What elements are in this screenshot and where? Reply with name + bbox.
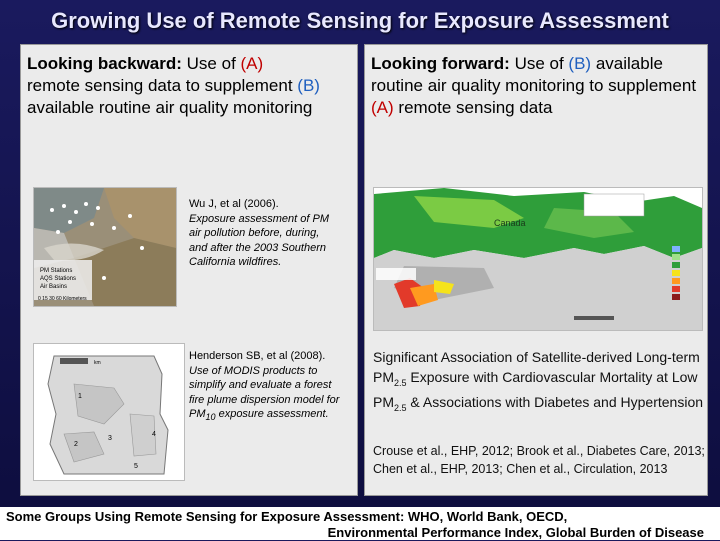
left-panel — [20, 44, 358, 496]
plume-author: Henderson SB, et al (2008). — [189, 350, 326, 362]
wildfire-caption — [189, 197, 339, 270]
legend-air-basins: Air Basins — [40, 284, 68, 290]
left-heading-bold: Looking backward: — [27, 54, 182, 73]
right-heading-post: remote sensing data — [398, 98, 553, 117]
canada-pm-map — [373, 187, 703, 331]
finding-line-1: Significant Association of Satellite-derived Long-term PM — [373, 349, 700, 385]
plume-region-figure — [33, 343, 185, 481]
finding-line-3: & Associations with Diabetes and Hypertension — [410, 393, 704, 410]
plume-caption-text: Use of MODIS products to simplify and evaluate a forest fire plume dispersion model for PM — [189, 364, 340, 420]
plume-caption-post: exposure assessment. — [218, 408, 329, 420]
references: Crouse et al., EHP, 2012; Brook et al., Diabetes Care, 2013; Chen et al., EHP, 2013; Chen et al., Circulation, 2013 — [373, 444, 705, 476]
region-5-label: 5 — [134, 463, 138, 470]
region-2-label: 2 — [74, 441, 78, 448]
svg-text:km: km — [94, 360, 101, 366]
findings-text — [373, 348, 707, 418]
wildfire-satellite-image — [34, 188, 176, 306]
region-3-label: 3 — [108, 435, 112, 442]
footer-banner — [0, 507, 720, 540]
plume-caption-sub: 10 — [205, 412, 216, 423]
finding-line-2: Exposure with Cardiovascular Mortality at Low PM — [373, 368, 698, 410]
canada-label: Canada — [494, 218, 526, 228]
legend-aqs-stations: AQS Stations — [40, 276, 77, 282]
left-heading-post: available routine air quality monitoring — [27, 98, 313, 117]
scale-bar: 0 15 30 60 Kilometers — [38, 296, 87, 302]
right-label-b: (B) — [568, 54, 592, 73]
right-heading — [371, 53, 701, 119]
right-heading-mid: available routine air quality monitoring to supplement — [371, 54, 697, 95]
left-label-b: (B) — [297, 76, 320, 95]
footer-line-1: Some Groups Using Remote Sensing for Exposure Assessment: WHO, World Bank, OECD, — [6, 509, 568, 524]
left-heading-pre: Use of — [186, 54, 241, 73]
left-heading — [27, 53, 357, 119]
left-heading-mid: remote sensing data to supplement — [27, 76, 293, 95]
wildfire-author: Wu J, et al (2006). — [189, 198, 279, 210]
plume-caption — [189, 349, 347, 425]
right-heading-pre: Use of — [514, 54, 569, 73]
right-panel — [364, 44, 708, 496]
slide-title: Growing Use of Remote Sensing for Exposure Assessment — [51, 8, 669, 33]
plume-region-map — [34, 344, 184, 480]
region-1-label: 1 — [78, 393, 82, 400]
right-heading-bold: Looking forward: — [371, 54, 510, 73]
legend-pm-stations: PM Stations — [40, 268, 73, 274]
left-label-a: (A) — [240, 54, 264, 73]
finding-sub-1: 2.5 — [394, 377, 407, 388]
right-label-a: (A) — [371, 98, 394, 117]
region-4-label: 4 — [152, 431, 156, 438]
wildfire-satellite-figure — [33, 187, 177, 307]
canada-map-image — [374, 188, 702, 330]
finding-sub-2: 2.5 — [394, 402, 407, 413]
footer-line-2: Environmental Performance Index, Global Burden of Disease — [327, 525, 704, 540]
wildfire-caption-text: Exposure assessment of PM air pollution before, during, and after the 2003 Southern California wildfires. — [189, 212, 330, 268]
